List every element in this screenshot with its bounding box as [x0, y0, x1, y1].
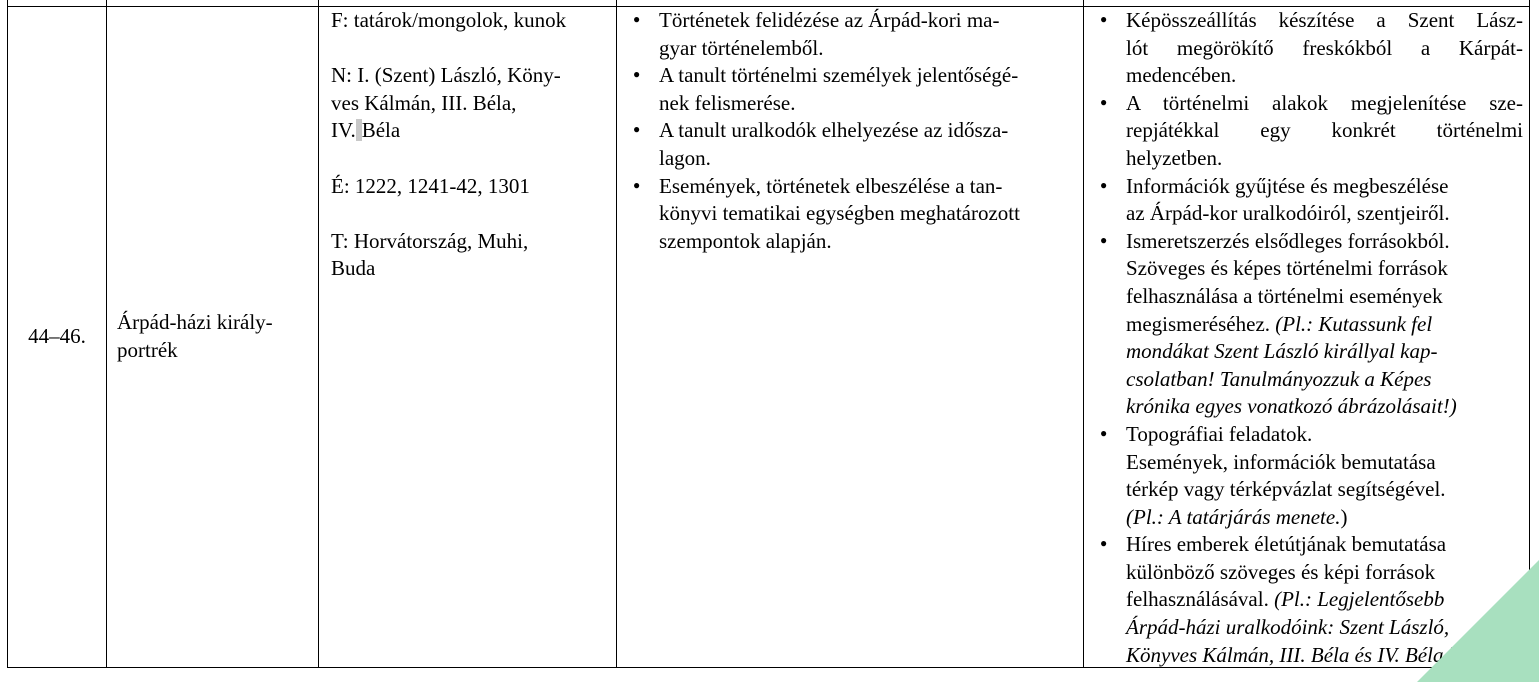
method-text: medencében. — [1126, 63, 1237, 88]
method-text: Események, információk bemutatása — [1126, 449, 1436, 474]
activities-cell — [617, 7, 1083, 667]
method-line — [1126, 7, 1523, 35]
method-example-text: csolatban! Tanulmányozzuk a Képes — [1126, 366, 1432, 391]
method-example-text: (Pl.: Kutassunk fel — [1275, 311, 1433, 336]
activity-line: gyar történelemből. — [659, 35, 824, 60]
method-line — [1126, 366, 1523, 394]
bullet-icon: ● — [1100, 232, 1108, 247]
concept-block — [331, 228, 608, 283]
method-text: térkép vagy térképvázlat segítségével. — [1126, 477, 1446, 502]
method-text: ) — [1340, 504, 1348, 529]
corner-accent — [1417, 560, 1539, 682]
concept-text-part: IV. — [331, 118, 356, 143]
activity-item — [617, 117, 1075, 172]
activity-item — [617, 7, 1075, 62]
method-text: Ismeretszerzés elsődleges forrásokból. — [1126, 228, 1450, 253]
method-text: megismeréséhez. — [1126, 311, 1276, 336]
topic-title-line: Árpád-házi király- — [117, 310, 273, 335]
activity-line: szempontok alapján. — [659, 228, 832, 253]
method-item — [1084, 421, 1523, 531]
concept-line: É: 1222, 1241-42, 1301 — [331, 173, 530, 198]
activity-line: Történetek felidézése az Árpád-kori ma- — [659, 8, 1000, 32]
method-line — [1126, 531, 1523, 559]
method-example-text: (Pl.: A tatárjárás menete. — [1126, 504, 1341, 529]
bullet-icon: ● — [633, 67, 641, 82]
concept-line: F: tatárok/mongolok, kunok — [331, 8, 567, 32]
method-line — [1126, 200, 1523, 228]
method-text: lót megörökítő freskókból a Kárpát- — [1126, 35, 1523, 60]
activity-line: könyvi tematikai egységben meghatározott — [659, 201, 1020, 226]
method-example-text: (Pl.: Legjelentősebb — [1274, 587, 1445, 612]
method-text: Híres emberek életútjának bemutatása — [1126, 532, 1447, 557]
method-line — [1126, 117, 1523, 145]
method-item — [1084, 7, 1523, 90]
method-item — [1084, 228, 1523, 421]
bullet-icon: ● — [1100, 94, 1108, 109]
activity-line: A tanult uralkodók elhelyezése az idősza- — [659, 118, 1009, 143]
concept-block — [331, 7, 608, 35]
method-text: Topográfiai feladatok. — [1126, 421, 1313, 446]
concept-line: T: Horvátország, Muhi, — [331, 228, 529, 253]
bullet-icon: ● — [633, 177, 641, 192]
concept-line: N: I. (Szent) László, Köny- — [331, 63, 561, 88]
method-line — [1126, 504, 1523, 532]
bullet-icon: ● — [1100, 177, 1108, 192]
activities-list — [617, 7, 1075, 255]
bullet-icon: ● — [633, 122, 641, 137]
activity-item — [617, 173, 1075, 256]
method-item — [1084, 173, 1523, 228]
method-text: Szöveges és képes történelmi források — [1126, 256, 1448, 281]
method-line — [1126, 338, 1523, 366]
activity-line: nek felismerése. — [659, 90, 796, 115]
method-text: az Árpád-kor uralkodóiról, szentjeiről. — [1126, 201, 1450, 226]
activity-line: lagon. — [659, 145, 711, 170]
concept-block — [331, 173, 608, 201]
topic-title-cell — [107, 7, 318, 667]
method-line — [1126, 449, 1523, 477]
method-text: Információk gyűjtése és megbeszélése — [1126, 173, 1449, 198]
method-text: felhasználásával. — [1126, 587, 1275, 612]
concept-line — [331, 117, 608, 145]
topic-title-line: portrék — [117, 338, 178, 362]
method-line — [1126, 476, 1523, 504]
method-line — [1126, 421, 1523, 449]
concept-line: Buda — [331, 256, 376, 281]
method-line — [1126, 145, 1523, 173]
method-text: Képösszeállítás készítése a Szent Lász- — [1126, 8, 1523, 32]
method-line — [1126, 311, 1523, 339]
bullet-icon: ● — [633, 12, 641, 26]
lesson-number: 44–46. — [28, 324, 86, 349]
method-line — [1126, 255, 1523, 283]
method-text: felhasználása a történelmi események — [1126, 283, 1443, 308]
method-text: különböző szöveges és képi források — [1126, 559, 1436, 584]
activity-line: A tanult történelmi személyek jelentőségé- — [659, 63, 1019, 88]
concept-line: ves Kálmán, III. Béla, — [331, 90, 517, 115]
method-line — [1126, 173, 1523, 201]
method-text: A történelmi alakok megjelenítése sze- — [1126, 90, 1523, 115]
bullet-icon: ● — [1100, 12, 1108, 26]
method-text: repjátékkal egy konkrét történelmi — [1126, 118, 1523, 143]
method-line — [1126, 228, 1523, 256]
method-text: helyzetben. — [1126, 145, 1223, 170]
method-line — [1126, 90, 1523, 118]
method-line — [1126, 393, 1523, 421]
concepts-cell — [319, 7, 616, 667]
method-item — [1084, 90, 1523, 173]
concept-text-part: Béla — [361, 118, 401, 143]
method-line — [1126, 283, 1523, 311]
method-example-text: mondákat Szent László királlyal kap- — [1126, 339, 1438, 364]
method-example-text: krónika egyes vonatkozó ábrázolásait!) — [1126, 394, 1457, 419]
method-example-text: Árpád-házi uralkodóink: Szent László, — [1126, 615, 1450, 640]
method-line — [1126, 35, 1523, 63]
lesson-number-cell — [8, 7, 106, 667]
activity-item — [617, 62, 1075, 117]
curriculum-table — [7, 0, 1530, 668]
method-line — [1126, 62, 1523, 90]
bullet-icon: ● — [1100, 425, 1108, 440]
topic-title — [117, 309, 273, 364]
activity-line: Események, történetek elbeszélése a tan- — [659, 173, 1003, 198]
method-example-text: Könyves Kálmán, III. Béla és IV. Béla.) — [1126, 642, 1456, 667]
bullet-icon: ● — [1100, 536, 1108, 551]
concept-block — [331, 62, 608, 145]
